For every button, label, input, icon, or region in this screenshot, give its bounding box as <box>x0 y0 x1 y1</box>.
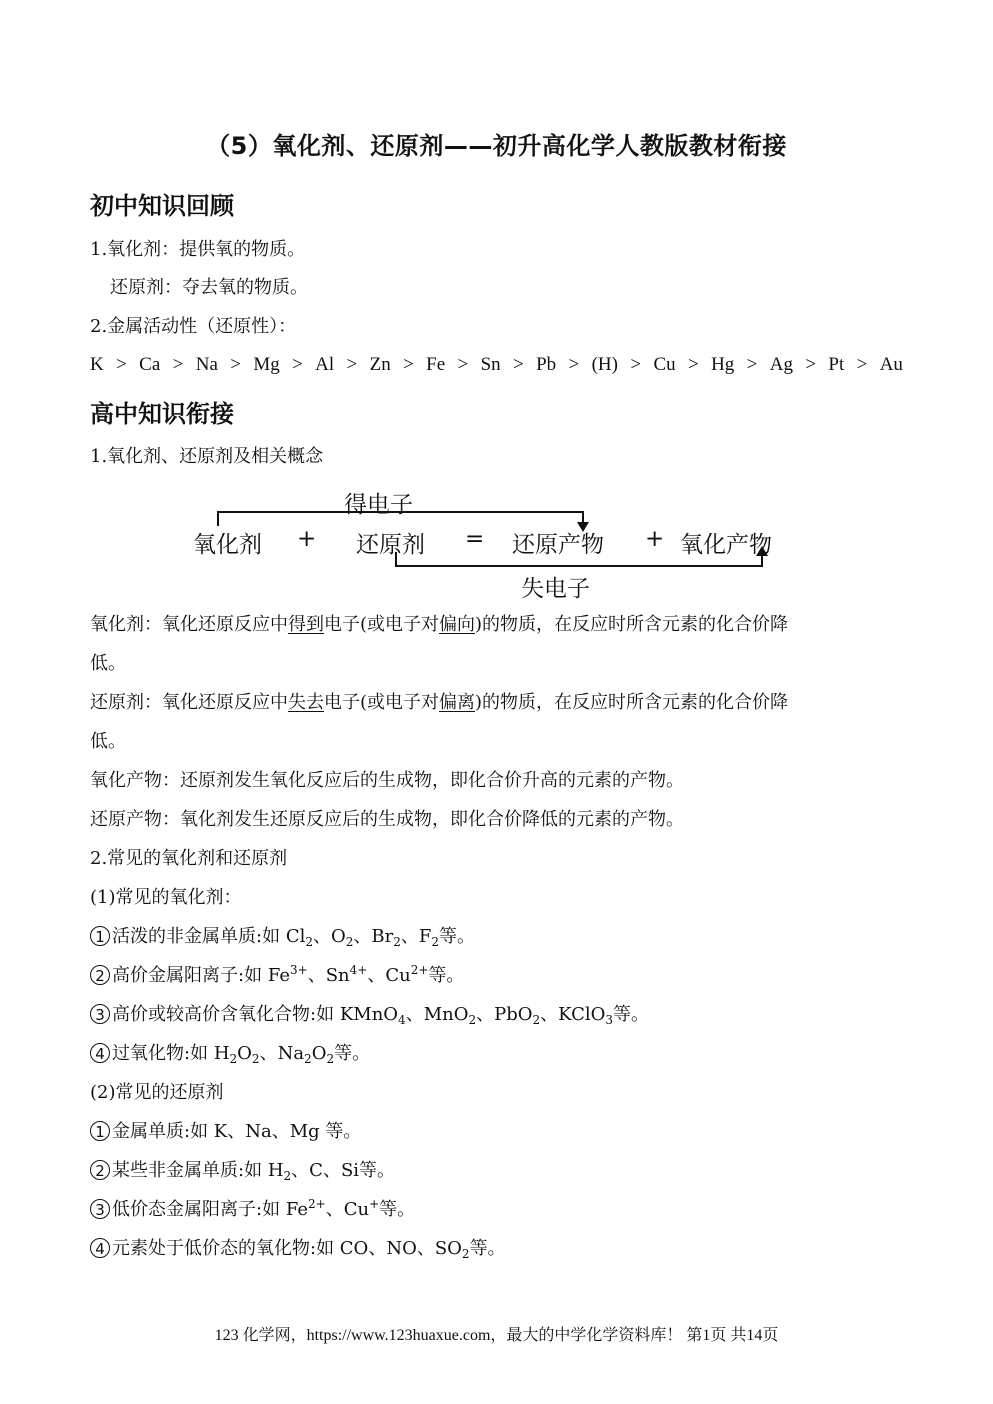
oxidant-item-2: 2 高价金属阳离子:如 $Fe^{3+}$、$Sn^{4+}$、$Cu^{2+}$等。 <box>90 964 464 988</box>
def-reductant: 还原剂：氧化还原反应中失去电子(或电子对偏离)的物质，在反应时所含元素的化合价降 <box>90 692 789 713</box>
underline-toward: 偏向 <box>439 614 476 635</box>
circled-number: 2 <box>90 965 110 985</box>
plus-sign: + <box>297 526 317 552</box>
def-oxidant-cont: 低。 <box>90 653 126 674</box>
plus-sign: + <box>645 526 665 552</box>
reductant-item-2: 2 某些非金属单质:如 $H_2$、C、Si等。 <box>90 1159 395 1183</box>
section-heading-junior: 初中知识回顾 <box>90 192 234 220</box>
junior-item-2: 2.金属活动性（还原性）： <box>90 316 297 337</box>
metal: Ca <box>139 354 161 375</box>
gt-sign: > <box>746 354 758 375</box>
junior-item-1: 1.氧化剂：提供氧的物质。 <box>90 239 306 260</box>
redox-diagram <box>0 480 993 600</box>
oxidants-heading: (1)常见的氧化剂： <box>90 887 242 908</box>
circled-number: 1 <box>90 926 110 946</box>
metal: Al <box>315 354 335 375</box>
circled-number: 3 <box>90 1199 110 1219</box>
gt-sign: > <box>116 354 127 375</box>
def-reduction-product: 还原产物：氧化剂发生还原反应后的生成物，即化合价降低的元素的产物。 <box>90 809 684 830</box>
equals-sign: = <box>465 526 485 552</box>
gt-sign: > <box>687 354 699 375</box>
circled-number: 3 <box>90 1004 110 1024</box>
reduction-product-term: 还原产物 <box>512 532 604 558</box>
junior-item-1b: 还原剂：夺去氧的物质。 <box>110 277 308 298</box>
metal: Mg <box>253 354 280 375</box>
underline-lose: 失去 <box>288 692 324 713</box>
metal: Zn <box>369 354 391 375</box>
senior-item-1: 1.氧化剂、还原剂及相关概念 <box>90 446 324 467</box>
gain-electron-label: 得电子 <box>344 492 413 518</box>
metal: Cu <box>653 354 676 375</box>
metal: Ag <box>769 354 793 375</box>
reductants-heading: (2)常见的还原剂 <box>90 1082 224 1103</box>
underline-gain: 得到 <box>288 614 324 635</box>
metal: Au <box>879 354 903 375</box>
oxidation-product-term: 氧化产物 <box>680 532 772 558</box>
page-title: （5）氧化剂、还原剂——初升高化学人教版教材衔接 <box>206 132 787 160</box>
oxidant-term: 氧化剂 <box>193 532 262 558</box>
gt-sign: > <box>568 354 580 375</box>
metal: Na <box>195 354 218 375</box>
def-reductant-cont: 低。 <box>90 731 126 752</box>
gt-sign: > <box>403 354 414 375</box>
gt-sign: > <box>457 354 469 375</box>
electron-transfer-arrows <box>0 480 993 600</box>
gt-sign: > <box>172 354 184 375</box>
gt-sign: > <box>346 354 358 375</box>
metal: Pt <box>828 354 845 375</box>
oxidant-item-1: 1 活泼的非金属单质:如 $Cl_2$、$O_2$、$Br_2$、$F_2$等。 <box>90 925 475 949</box>
reductant-term: 还原剂 <box>356 532 425 558</box>
gt-sign: > <box>805 354 817 375</box>
gt-sign: > <box>230 354 241 375</box>
metal: K <box>90 354 104 375</box>
metal-activity-series <box>90 354 903 376</box>
gt-sign: > <box>630 354 642 375</box>
metal: Pb <box>536 354 557 375</box>
circled-number: 4 <box>90 1238 110 1258</box>
reductant-item-3: 3 低价态金属阳离子:如 $Fe^{2+}$、Cu+等。 <box>90 1198 415 1222</box>
metal: Fe <box>426 354 446 375</box>
metal: Hg <box>711 354 735 375</box>
senior-item-2: 2.常见的氧化剂和还原剂 <box>90 848 288 869</box>
circled-number: 2 <box>90 1160 110 1180</box>
underline-away: 偏离 <box>439 692 476 713</box>
def-oxidation-product: 氧化产物：还原剂发生氧化反应后的生成物，即化合价升高的元素的产物。 <box>90 770 684 791</box>
section-heading-senior: 高中知识衔接 <box>90 400 234 428</box>
lose-electron-label: 失电子 <box>521 576 590 602</box>
circled-number: 4 <box>90 1043 110 1063</box>
reductant-item-1: 1 金属单质:如 K、Na、Mg 等。 <box>90 1120 361 1144</box>
metal: (H) <box>591 354 618 375</box>
page-footer: 123 化学网，https://www.123huaxue.com，最大的中学化学资料库！ 第1页 共14页 <box>214 1327 779 1344</box>
oxidant-item-4: 4 过氧化物:如 $H_2O_2$、$Na_2O_2$等。 <box>90 1042 370 1066</box>
circled-number: 1 <box>90 1121 110 1141</box>
gt-sign: > <box>513 354 524 375</box>
def-oxidant: 氧化剂：氧化还原反应中得到电子(或电子对偏向)的物质，在反应时所含元素的化合价降 <box>90 614 789 635</box>
reductant-item-4: 4 元素处于低价态的氧化物:如 CO、NO、$SO_2$等。 <box>90 1237 506 1261</box>
oxidant-item-3: 3 高价或较高价含氧化合物:如 KMnO$_4$、MnO$_2$、PbO$_2$、KClO$_3$等。 <box>90 1003 649 1027</box>
gt-sign: > <box>856 354 868 375</box>
gt-sign: > <box>292 354 303 375</box>
metal: Sn <box>480 354 501 375</box>
